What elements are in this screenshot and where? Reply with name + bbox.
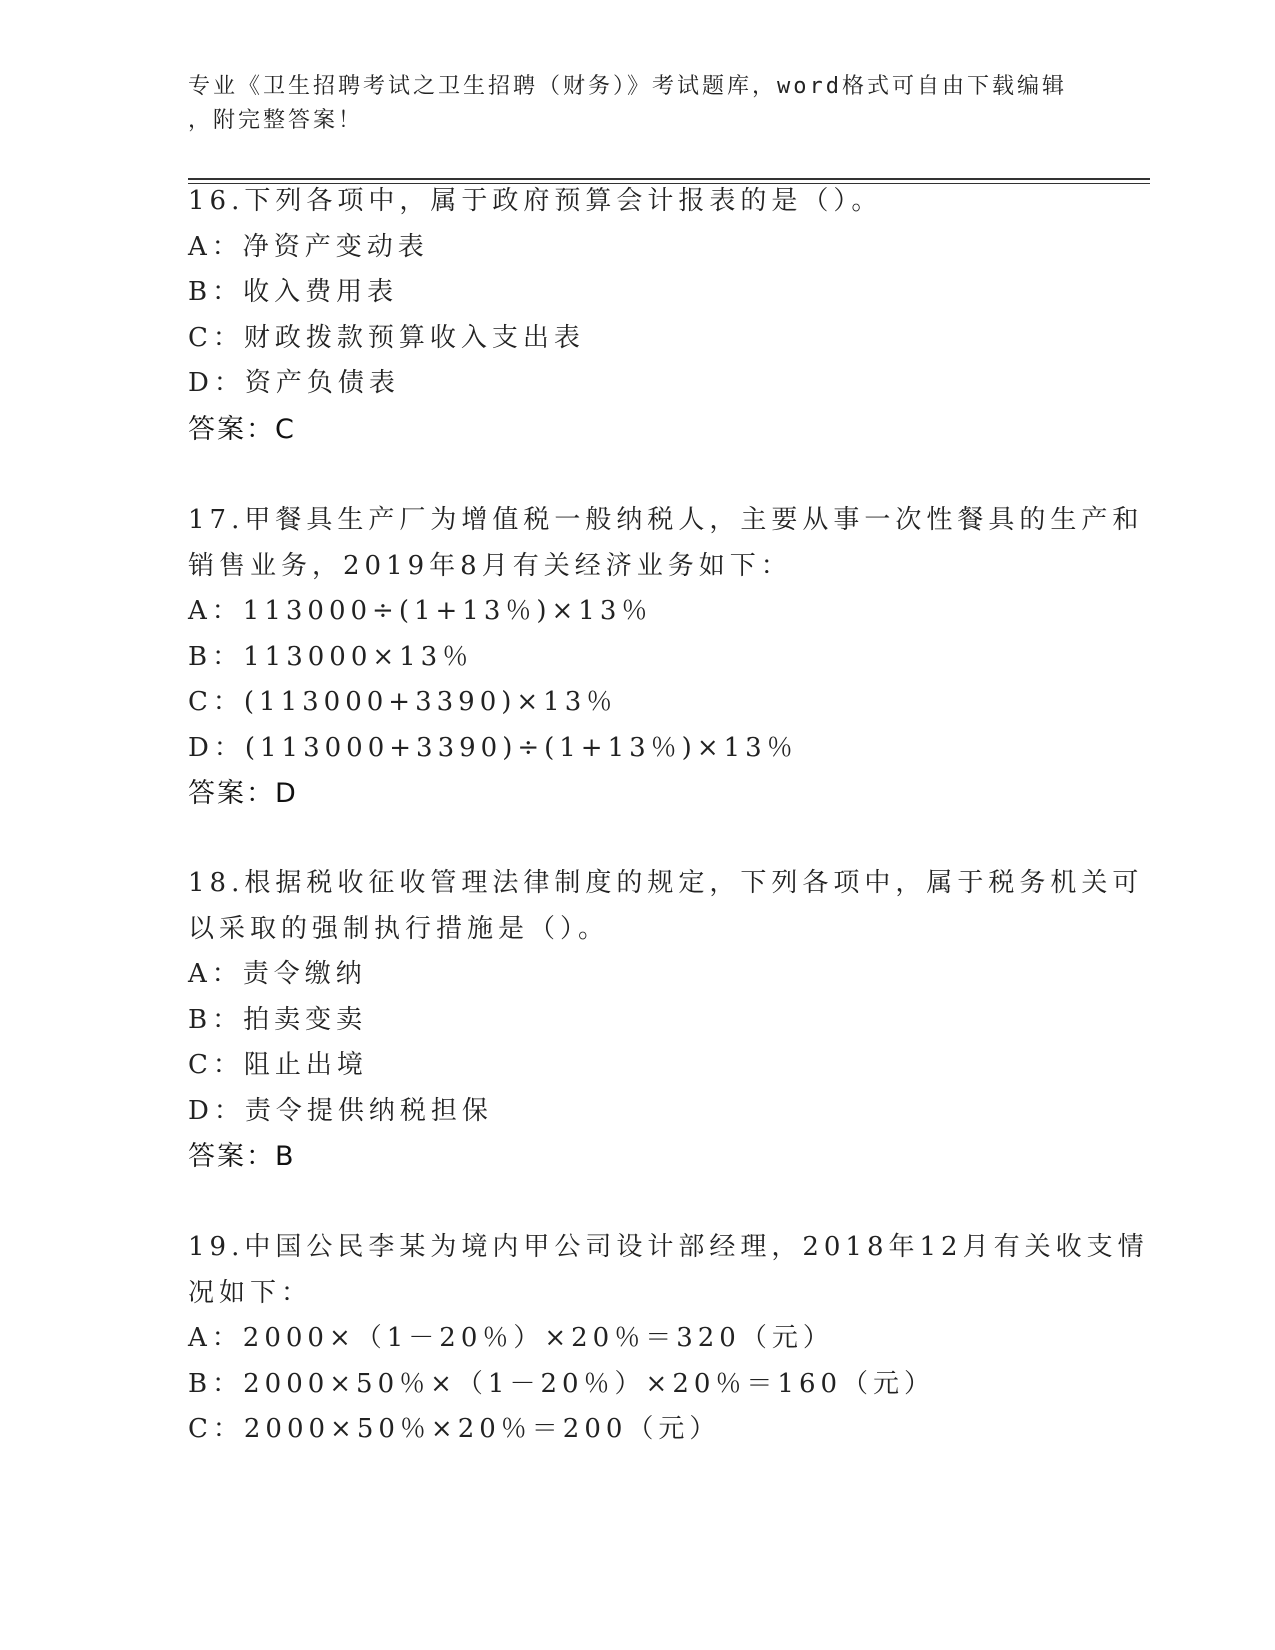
- option-b: B：113000×13％: [188, 641, 474, 672]
- question-17: [188, 498, 1144, 817]
- header-line-1: 专业《卫生招聘考试之卫生招聘（财务）》考试题库，word格式可自由下载编辑: [188, 74, 1067, 99]
- question-stem: 16.下列各项中，属于政府预算会计报表的是（）。: [188, 186, 883, 216]
- question-16: [188, 179, 1088, 452]
- answer-label: 答案：D: [188, 778, 298, 809]
- option-b: B：2000×50％×（1－20％）×20％＝160（元）: [188, 1368, 936, 1399]
- option-c: C：(113000+3390)×13％: [188, 687, 618, 717]
- option-d: D：(113000+3390)÷(1+13％)×13％: [188, 732, 798, 763]
- question-stem-line-1: 17.甲餐具生产厂为增值税一般纳税人，主要从事一次性餐具的生产和: [188, 505, 1144, 535]
- option-c: C：财政拨款预算收入支出表: [188, 322, 585, 353]
- document-header: [188, 70, 1068, 138]
- answer-label: 答案：B: [188, 1141, 296, 1172]
- question-19: [188, 1225, 1149, 1453]
- answer-label: 答案：C: [188, 413, 296, 445]
- option-b: B：拍卖变卖: [188, 1004, 368, 1035]
- option-a: A：责令缴纳: [188, 959, 367, 989]
- option-b: B：收入费用表: [188, 277, 399, 307]
- question-stem-line-1: 18.根据税收征收管理法律制度的规定，下列各项中，属于税务机关可: [188, 868, 1144, 898]
- question-18: [188, 861, 1144, 1180]
- question-stem-line-2: 销售业务，2019年8月有关经济业务如下：: [188, 550, 792, 581]
- question-stem-line-2: 以采取的强制执行措施是（）。: [188, 913, 610, 944]
- option-c: C：阻止出境: [188, 1050, 368, 1080]
- option-c: C：2000×50％×20％＝200（元）: [188, 1414, 721, 1444]
- option-a: A：2000×（1－20％）×20％＝320（元）: [188, 1323, 834, 1353]
- option-a: A：净资产变动表: [188, 231, 429, 262]
- option-d: D：责令提供纳税担保: [188, 1095, 493, 1126]
- option-a: A：113000÷(1+13％)×13％: [188, 596, 653, 626]
- option-d: D：资产负债表: [188, 368, 400, 398]
- question-stem-line-2: 况如下：: [188, 1277, 313, 1308]
- header-line-2: ，附完整答案！: [188, 108, 364, 133]
- question-stem-line-1: 19.中国公民李某为境内甲公司设计部经理，2018年12月有关收支情: [188, 1232, 1149, 1262]
